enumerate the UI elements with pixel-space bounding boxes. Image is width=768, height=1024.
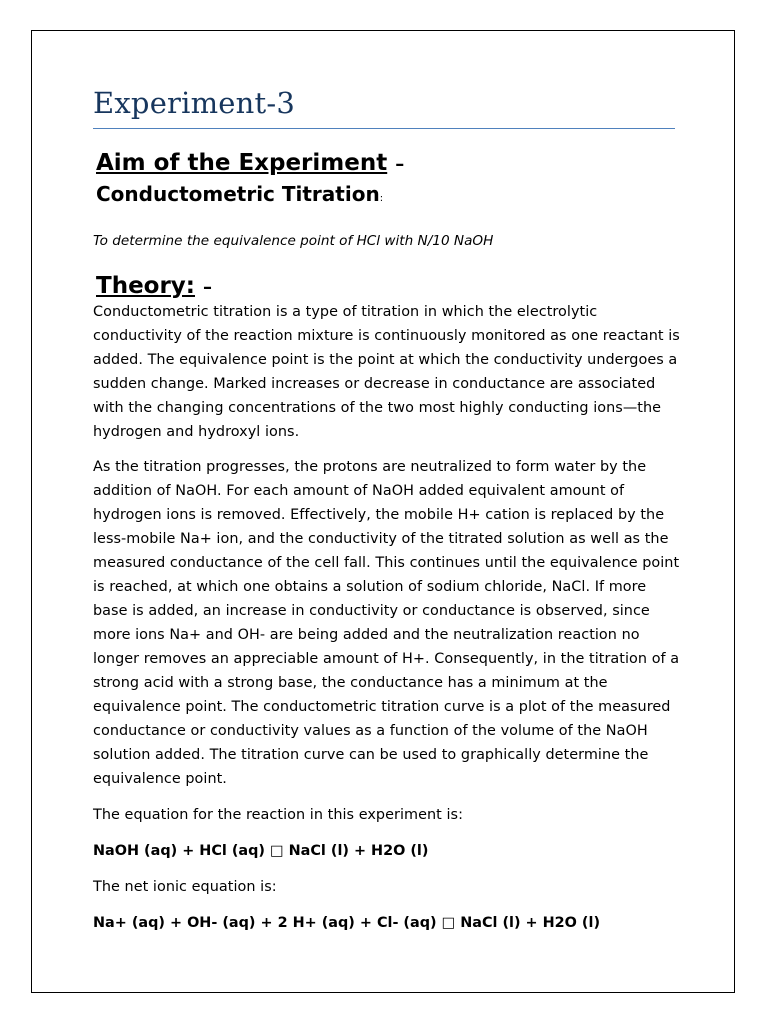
theory-paragraph-2: As the titration progresses, the protons are neutralized to form water by the addition of NaOH. For each amount of NaOH added equivalent amount of hydrogen ions is removed. Effectively, the mobile H+ cation is replaced by the less-mobile Na+ ion, and the conductivity of the titrated solution as well as the measured conductance of the cell fall. This continues until the equivalence point is reached, at which one obtains a solution of sodium chloride, NaCl. If more base is added, an increase in conductivity or conductance is observed, since more ions Na+ and OH- are being added and the neutralization reaction no longer removes an appreciable amount of H+. Consequently, in the titration of a strong acid with a strong base, the conductance has a minimum at the equivalence point. The conductometric titration curve is a plot of the measured conductance or conductivity values as a function of the volume of the NaOH solution added. The titration curve can be used to graphically determine the equivalence point. bbox=[93, 459, 680, 787]
aim-subject: Conductometric Titration bbox=[96, 182, 380, 206]
theory-heading-line bbox=[96, 270, 212, 304]
aim-dash: – bbox=[395, 154, 405, 175]
theory-heading: Theory: bbox=[96, 273, 195, 299]
aim-heading: Aim of the Experiment bbox=[96, 150, 388, 176]
aim-subject-line bbox=[96, 180, 383, 213]
net-ionic-equation: Na+ (aq) + OH- (aq) + 2 H+ (aq) + Cl- (aq) □ NaCl (l) + H2O (l) bbox=[93, 915, 601, 931]
document-title: Experiment-3 bbox=[93, 86, 296, 120]
reaction-equation: NaOH (aq) + HCl (aq) □ NaCl (l) + H2O (l) bbox=[93, 843, 429, 859]
theory-paragraph-1: Conductometric titration is a type of titration in which the electrolytic conductivity of the reaction mixture is continuously monitored as one reactant is added. The equivalence point is the point at which the conductivity undergoes a sudden change. Marked increases or decrease in conductance are associated with the changing concentrations of the two most highly conducting ions—the hydrogen and hydroxyl ions. bbox=[93, 304, 680, 440]
aim-heading-line bbox=[96, 148, 404, 180]
objective-text: To determine the equivalence point of HCl with N/10 NaOH bbox=[93, 233, 494, 249]
aim-colon: : bbox=[379, 193, 384, 204]
theory-dash: – bbox=[203, 277, 213, 298]
ionic-equation-intro: The net ionic equation is: bbox=[93, 879, 277, 895]
equation-intro: The equation for the reaction in this experiment is: bbox=[93, 807, 463, 823]
title-underline-rule bbox=[93, 128, 675, 129]
